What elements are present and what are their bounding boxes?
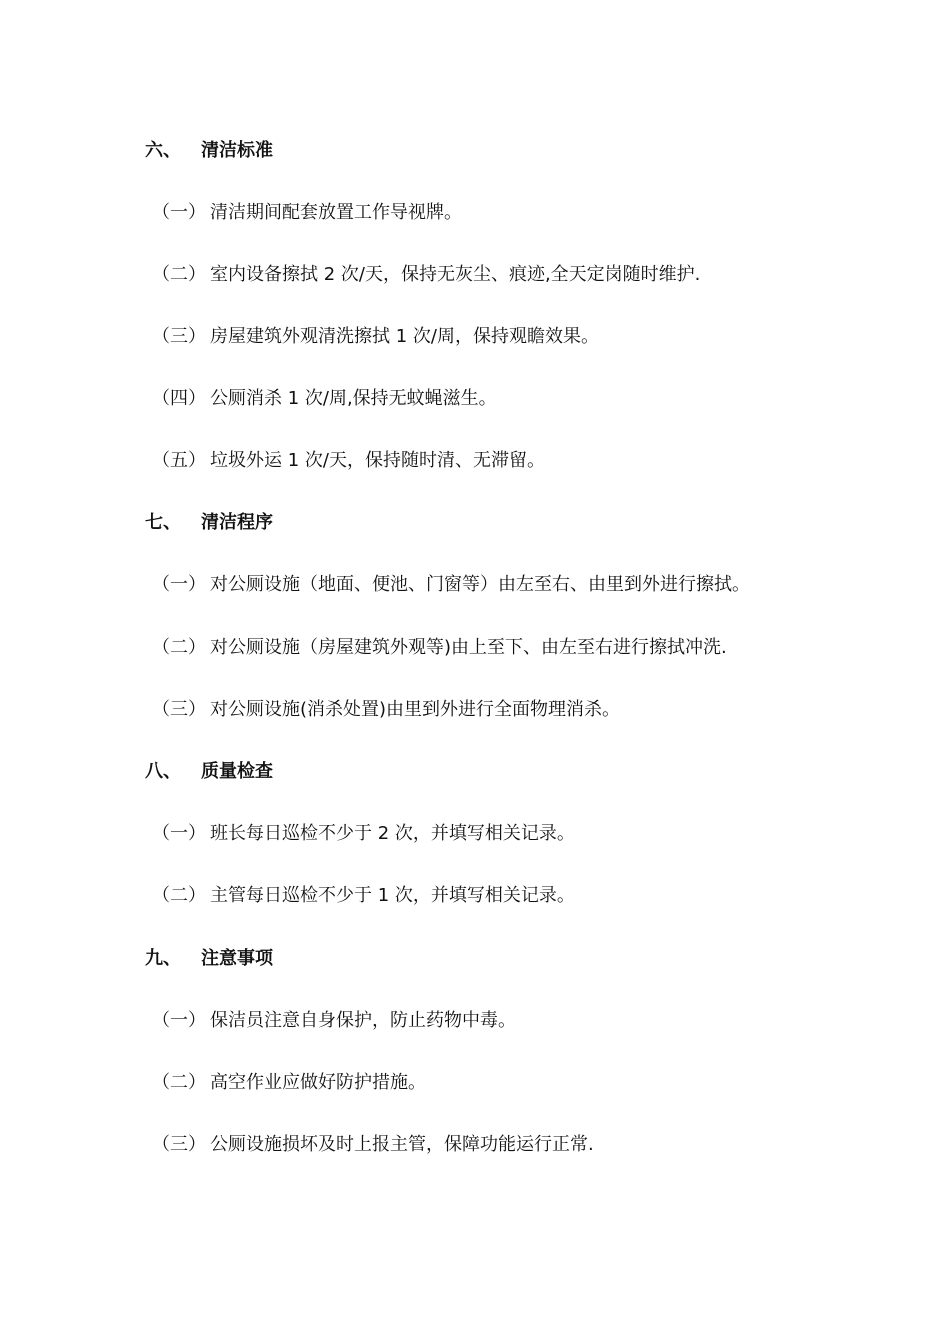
item-number: （四） xyxy=(152,388,206,409)
section-number: 九、 xyxy=(145,948,181,969)
item-text: 房屋建筑外观清洗擦拭 1 次/周，保持观瞻效果。 xyxy=(210,326,599,347)
item-text: 高空作业应做好防护措施。 xyxy=(210,1072,426,1093)
item-number: （二） xyxy=(152,264,206,285)
section-title: 质量检查 xyxy=(201,761,273,782)
item-text: 班长每日巡检不少于 2 次，并填写相关记录。 xyxy=(210,823,575,844)
item-text: 对公厕设施（房屋建筑外观等)由上至下、由左至右进行擦拭冲洗. xyxy=(210,637,727,658)
item-text: 公厕消杀 1 次/周,保持无蚊蝇滋生。 xyxy=(210,388,497,409)
item-number: （三） xyxy=(152,699,206,720)
item-number: （二） xyxy=(152,885,206,906)
item-number: （一） xyxy=(152,574,206,595)
section-title: 注意事项 xyxy=(201,948,273,969)
section-title: 清洁标准 xyxy=(201,140,273,161)
item-number: （二） xyxy=(152,637,206,658)
item-number: （二） xyxy=(152,1072,206,1093)
section-number: 六、 xyxy=(145,140,181,161)
item-number: （三） xyxy=(152,1134,206,1155)
section-number: 七、 xyxy=(145,512,181,533)
item-number: （一） xyxy=(152,823,206,844)
item-text: 公厕设施损坏及时上报主管，保障功能运行正常. xyxy=(210,1134,594,1155)
item-number: （五） xyxy=(152,450,206,471)
item-text: 室内设备擦拭 2 次/天，保持无灰尘、痕迹,全天定岗随时维护. xyxy=(210,264,701,285)
item-number: （一） xyxy=(152,202,206,223)
section-title: 清洁程序 xyxy=(201,512,273,533)
item-number: （一） xyxy=(152,1010,206,1031)
section-number: 八、 xyxy=(145,761,181,782)
item-number: （三） xyxy=(152,326,206,347)
item-text: 主管每日巡检不少于 1 次，并填写相关记录。 xyxy=(210,885,575,906)
item-text: 对公厕设施（地面、便池、门窗等）由左至右、由里到外进行擦拭。 xyxy=(210,574,750,595)
item-text: 对公厕设施(消杀处置)由里到外进行全面物理消杀。 xyxy=(210,699,621,720)
item-text: 垃圾外运 1 次/天，保持随时清、无滞留。 xyxy=(210,450,545,471)
item-text: 保洁员注意自身保护，防止药物中毒。 xyxy=(210,1010,516,1031)
item-text: 清洁期间配套放置工作导视牌。 xyxy=(210,202,462,223)
